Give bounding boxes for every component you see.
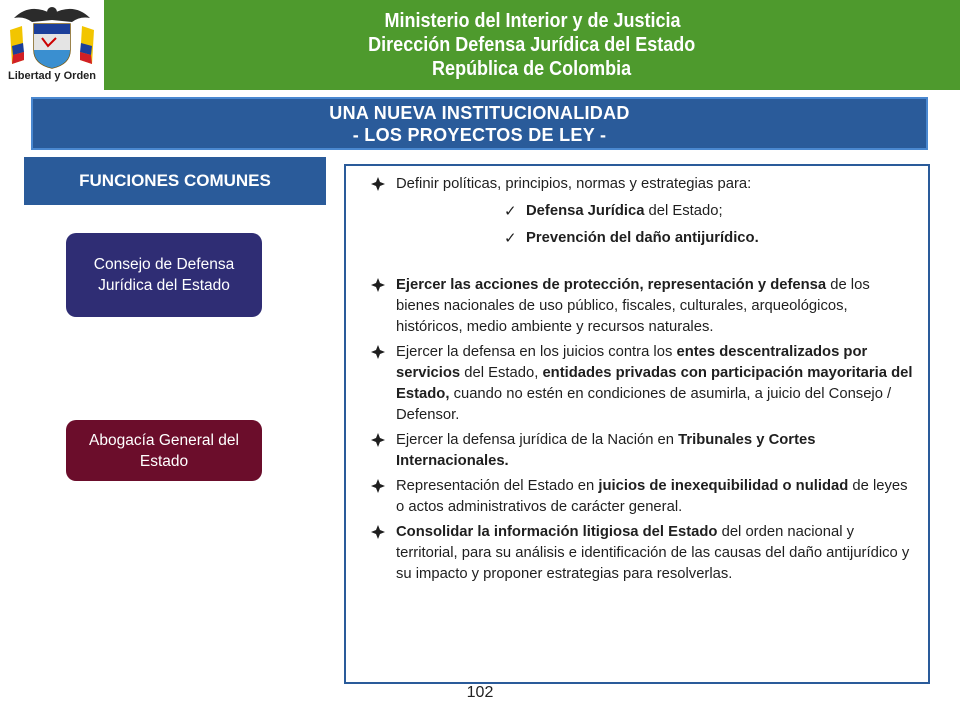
list-item xyxy=(360,522,914,585)
item-text: de los bienes nacionales de uso público, fiscales, culturales, arqueológicos, históricos, medio ambiente y recursos naturales. xyxy=(396,277,870,335)
list-item xyxy=(360,342,914,426)
consejo-box: Consejo de Defensa Jurídica del Estado xyxy=(66,233,262,317)
diamond-bullet-icon xyxy=(370,176,386,192)
item-text: del Estado, xyxy=(460,365,543,381)
item-text: de leyes o actos administrativos de carácter general. xyxy=(396,478,908,515)
item-bold: entidades privadas con participación mayoritaria del Estado, xyxy=(396,365,913,402)
sub-item-bold: Defensa Jurídica xyxy=(526,203,645,219)
banner-subtitle: - LOS PROYECTOS DE LEY - xyxy=(352,124,607,145)
list-item xyxy=(360,476,914,518)
diamond-bullet-icon xyxy=(370,524,386,540)
item-text: cuando no estén en condiciones de asumirla, a juicio del Consejo / Defensor. xyxy=(396,386,892,423)
list-item xyxy=(360,174,914,249)
header-direction: Dirección Defensa Jurídica del Estado xyxy=(368,34,696,56)
title-banner xyxy=(31,97,928,150)
item-bold: Consolidar la información litigiosa del Estado xyxy=(396,524,718,540)
sub-item xyxy=(396,228,914,249)
header-ministry: Ministerio del Interior y de Justicia xyxy=(383,10,681,32)
page-number: 102 xyxy=(466,684,494,701)
diamond-bullet-icon xyxy=(370,478,386,494)
logo-caption: Libertad y Orden xyxy=(7,70,97,82)
item-bold: entes descentralizados por servicios xyxy=(396,344,868,381)
sub-item-text: del Estado; xyxy=(644,203,723,219)
check-icon: ✓ xyxy=(504,230,517,247)
functions-panel xyxy=(344,164,930,684)
list-item xyxy=(360,430,914,472)
item-bold: Ejercer las acciones de protección, representación y defensa xyxy=(396,277,827,293)
item-bold: juicios de inexequibilidad o nulidad xyxy=(598,478,849,494)
item-text: Representación del Estado en xyxy=(396,478,599,494)
abogacia-box: Abogacía General del Estado xyxy=(66,420,262,481)
header-country: República de Colombia xyxy=(432,58,632,80)
sub-item xyxy=(396,201,914,222)
diamond-bullet-icon xyxy=(370,344,386,360)
sub-item-bold: Prevención del daño antijurídico. xyxy=(526,230,759,246)
header-bar xyxy=(104,0,960,90)
banner-title: UNA NUEVA INSTITUCIONALIDAD xyxy=(329,102,630,123)
funciones-heading: FUNCIONES COMUNES xyxy=(24,157,326,205)
item-text: del orden nacional y territorial, para su análisis e identificación de las causas del daño antijurídico y su impacto y proponer estrategias para resolverlas. xyxy=(396,524,910,582)
check-icon: ✓ xyxy=(504,203,517,220)
item-text: Ejercer la defensa jurídica de la Nación en xyxy=(396,432,679,448)
diamond-bullet-icon xyxy=(370,277,386,293)
coat-of-arms-logo xyxy=(0,0,104,90)
list-item xyxy=(360,275,914,338)
diamond-bullet-icon xyxy=(370,432,386,448)
item-text: Ejercer la defensa en los juicios contra los xyxy=(396,344,677,360)
item-bold: Tribunales y Cortes Internacionales. xyxy=(396,432,816,469)
item-text: Definir políticas, principios, normas y estrategias para: xyxy=(396,176,752,192)
